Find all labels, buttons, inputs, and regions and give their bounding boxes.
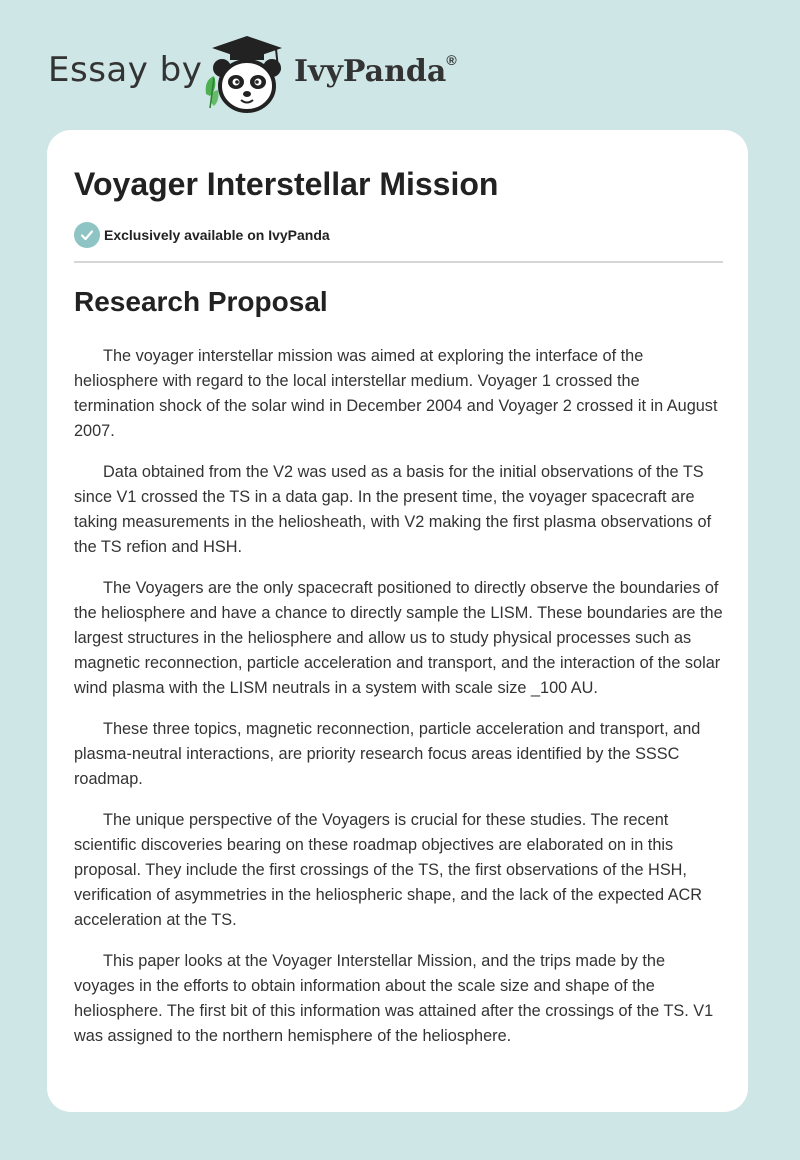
section-heading: Research Proposal <box>74 286 328 317</box>
paragraph: The unique perspective of the Voyagers is crucial for these studies. The recent scientific discoveries bearing on these roadmap objectives are elaborated on in this proposal. They include the first crossings of the TS, the first observations of the HSH, verification of asymmetries in the heliospheric shape, and the lack of the expected ACR acceleration at the TS. <box>74 811 703 929</box>
site-header <box>48 28 488 112</box>
brand-text: IvyPanda <box>294 54 447 89</box>
badge-label: Exclusively available on IvyPanda <box>104 227 330 243</box>
brand-name[interactable] <box>294 54 457 89</box>
panda-logo-icon[interactable] <box>202 34 292 114</box>
exclusive-badge <box>74 222 330 248</box>
essay-by-label: Essay by <box>48 50 203 90</box>
paragraph: The voyager interstellar mission was aimed at exploring the interface of the heliosphere with regard to the local interstellar medium. Voyager 1 crossed the termination shock of the solar wind in December 2004 and Voyager 2 crossed it in August 2007. <box>74 347 718 440</box>
paragraph: The Voyagers are the only spacecraft positioned to directly observe the boundaries of the heliosphere and have a chance to directly sample the LISM. These boundaries are the largest structures in the heliosphere and allow us to study physical processes such as magnetic reconnection, particle acceleration and transport, and the interaction of the solar wind plasma with the LISM neutrals in a system with scale size _100 AU. <box>74 579 723 697</box>
page-title: Voyager Interstellar Mission <box>74 166 499 202</box>
essay-body <box>74 344 724 1065</box>
document-card <box>47 130 748 1112</box>
paragraph: Data obtained from the V2 was used as a basis for the initial observations of the TS since V1 crossed the TS in a data gap. In the present time, the voyager spacecraft are taking measurements in the heliosheath, with V2 making the first plasma observations of the TS refion and HSH. <box>74 463 712 556</box>
paragraph: This paper looks at the Voyager Interstellar Mission, and the trips made by the voyages in the efforts to obtain information about the scale size and shape of the heliosphere. The first bit of this information was attained after the crossings of the TS. V1 was assigned to the northern hemisphere of the heliosphere. <box>74 952 714 1045</box>
paragraph: These three topics, magnetic reconnection, particle acceleration and transport, and plasma-neutral interactions, are priority research focus areas identified by the SSSC roadmap. <box>74 720 701 788</box>
check-circle-icon <box>74 222 100 248</box>
registered-mark: ® <box>446 52 457 68</box>
divider <box>74 261 723 263</box>
